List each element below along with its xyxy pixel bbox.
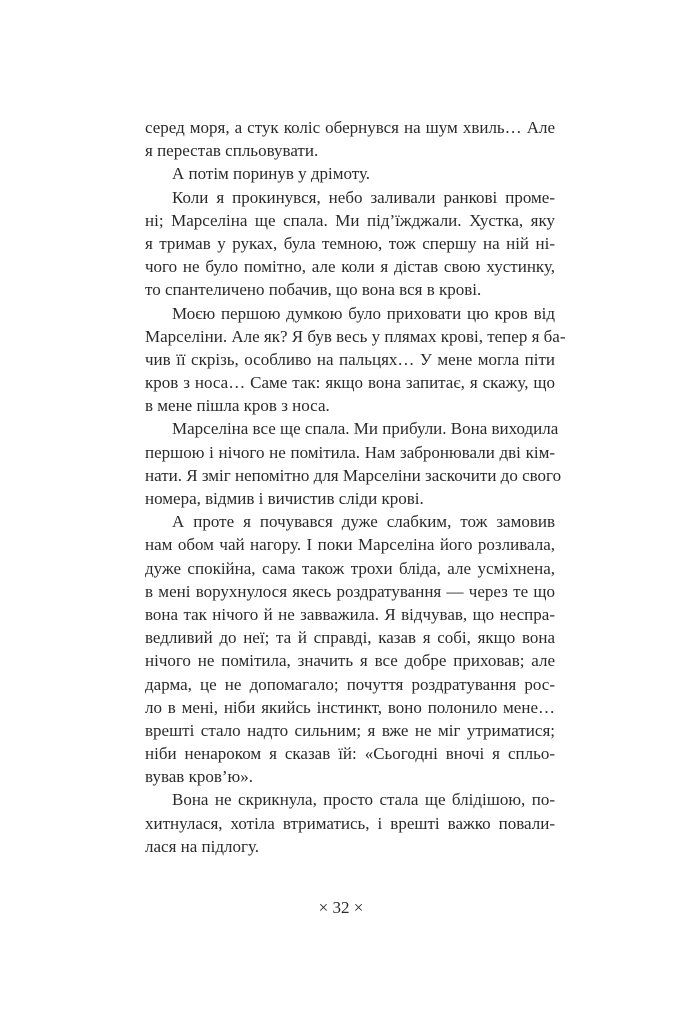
text-line: нати. Я зміг непомітно для Марселіни заскочити до свого (145, 465, 562, 485)
text-line: першою і нічого не помітила. Нам забронювали дві кім- (145, 442, 555, 462)
text-line: А потім поринув у дрімоту. (172, 164, 371, 184)
text-line: я перестав спльовувати. (145, 141, 319, 161)
text-line: ні; Марселіна ще спала. Ми під’їжджали. Хустка, яку (145, 210, 555, 230)
text-line: то спантеличено побачив, що вона вся в крові. (145, 280, 482, 300)
text-line: Коли я прокинувся, небо заливали ранкові проме- (172, 187, 555, 207)
text-line: А проте я почувався дуже слабким, тож замовив (172, 512, 555, 532)
page-body-text (145, 116, 566, 858)
text-line: хитнулася, хотіла втриматись, і врешті важко повали- (145, 813, 555, 833)
paragraph (145, 116, 555, 162)
text-line: нічого не помітила, значить я все добре приховав; але (145, 651, 555, 671)
text-line: номера, відмив і вичистив сліди крові. (145, 489, 424, 508)
text-line: серед моря, а стук коліс обернувся на шум хвиль… Але (145, 118, 555, 137)
text-line: Марселіни. Але як? Я був весь у плямах крові, тепер я ба- (145, 326, 566, 346)
text-line: чого не було помітно, але коли я дістав свою хустинку, (145, 257, 555, 277)
paragraph (145, 788, 555, 858)
text-line: дарма, це не допомагало; почуття роздратування рос- (145, 674, 555, 694)
text-line: врешті стало надто сильним; я вже не міг утриматися; (145, 720, 555, 740)
text-line: дуже спокійна, сама також трохи бліда, але усміхнена, (145, 558, 555, 578)
text-line: ведливий до неї; та й справді, казав я собі, якщо вона (145, 628, 555, 648)
text-line: вона так нічого й не завважила. Я відчував, що неспра- (145, 604, 555, 624)
paragraph (145, 302, 566, 418)
paragraph (145, 162, 555, 185)
paragraph (145, 186, 555, 302)
paragraph (145, 510, 555, 788)
text-line: вував кров’ю». (145, 767, 253, 787)
text-line: в мене пішла кров з носа. (145, 396, 330, 416)
text-line: в мені ворухнулося якесь роздратування — через те що (145, 581, 555, 601)
text-line: кров з носа… Саме так: якщо вона запитає, я скажу, що (145, 373, 555, 393)
text-line: Марселіна все ще спала. Ми прибули. Вона виходила (172, 419, 559, 439)
text-line: Моєю першою думкою було приховати цю кров від (172, 303, 555, 323)
text-line: ніби ненароком я сказав їй: «Сьогодні вночі я спльо- (145, 744, 555, 764)
text-line: нам обом чай нагору. І поки Марселіна його розливала, (145, 535, 555, 555)
text-line: лася на підлогу. (145, 836, 260, 856)
text-line: я тримав у руках, була темною, тож спершу на ній ні- (145, 233, 555, 253)
text-line: ло в мені, ніби якийсь інстинкт, воно полонило мене… (145, 697, 555, 717)
text-line: чив її скрізь, особливо на пальцях… У мене могла піти (145, 349, 555, 369)
paragraph (145, 417, 562, 510)
page-number: × 32 × (318, 898, 364, 917)
text-line: Вона не скрикнула, просто стала ще блідішою, по- (172, 790, 555, 810)
